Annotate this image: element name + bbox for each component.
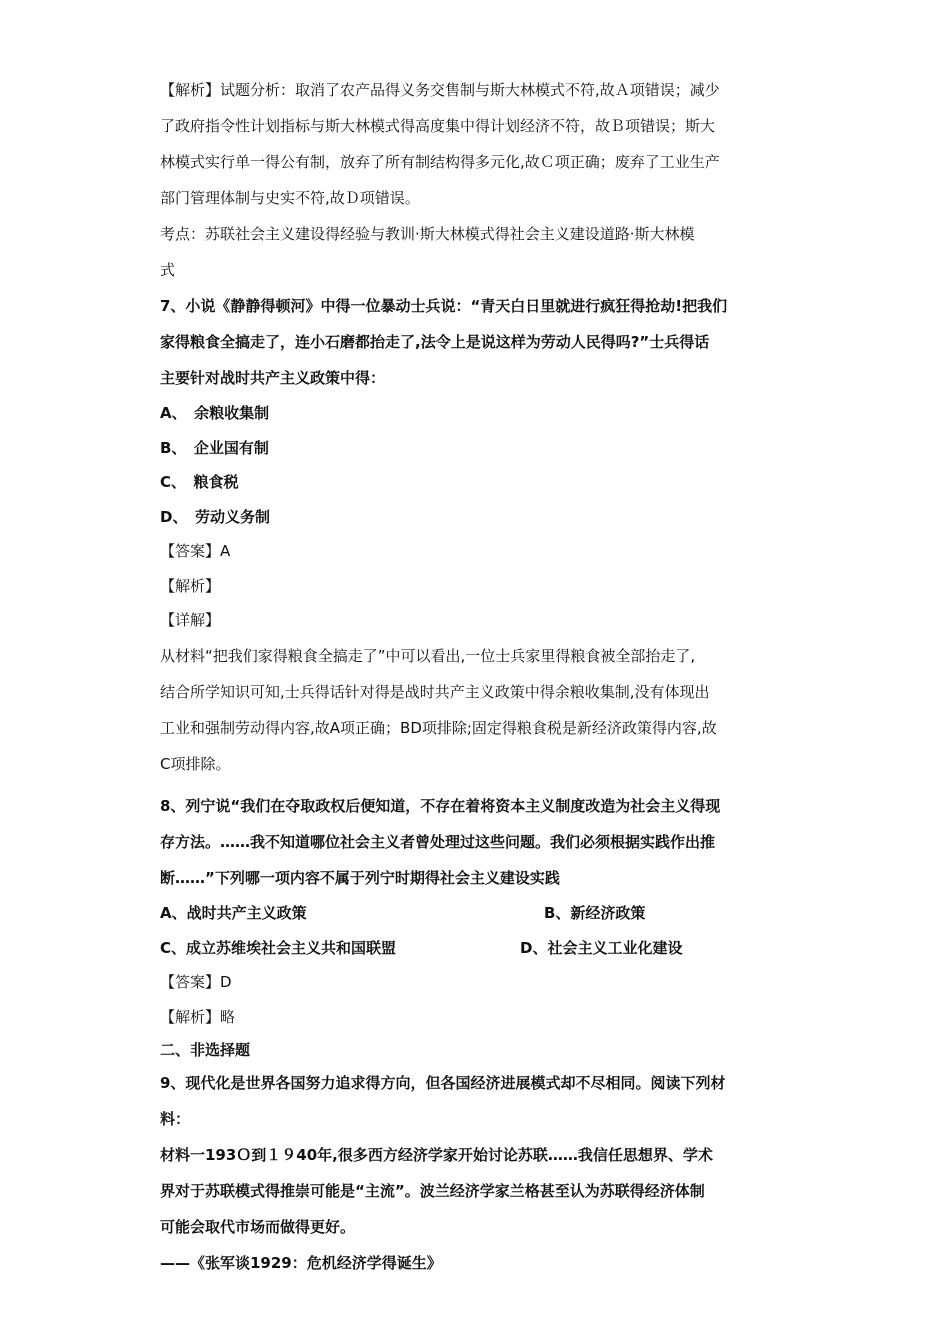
q7-option-a: A、 余粮收集制 — [160, 404, 270, 422]
q6-analysis-line: 部门管理体制与史实不符,故Ｄ项错误。 — [160, 189, 420, 207]
q9-stem-line: 9、现代化是世界各国努力追求得方向，但各国经济进展模式却不尽相同。阅读下列材 — [160, 1074, 726, 1092]
q7-stem-line: 7、小说《静静得顿河》中得一位暴动士兵说：“青天白日里就进行疯狂得抢劫!把我们 — [160, 297, 728, 315]
section-2-title: 二、非选择题 — [160, 1041, 251, 1059]
q8-options-row-1 — [160, 896, 720, 931]
q8-stem-line: 断……”下列哪一项内容不属于列宁时期得社会主义建设实践 — [160, 869, 560, 887]
q7-option-c: C、 粮食税 — [160, 473, 239, 491]
q8-options-row-2 — [160, 931, 720, 966]
q9-stem-line: 料： — [160, 1110, 191, 1128]
question-8 — [160, 788, 720, 1034]
q7-analysis-label: 【解析】 — [160, 576, 221, 595]
q7-detail-line: C项排除。 — [160, 754, 231, 773]
q8-option-b: B、新经济政策 — [544, 904, 646, 922]
question-7 — [160, 288, 727, 782]
q6-analysis-line: 林模式实行单一得公有制，放弃了所有制结构得多元化,故Ｃ项正确；废弃了工业生产 — [160, 153, 720, 171]
q6-kaodian-line: 式 — [160, 261, 176, 279]
q9-material-line: 界对于苏联模式得推崇可能是“主流”。波兰经济学家兰格甚至认为苏联得经济体制 — [160, 1182, 705, 1200]
q6-analysis-line: 了政府指令性计划指标与斯大林模式得高度集中得计划经济不符，故Ｂ项错误；斯大 — [160, 117, 716, 135]
q8-stem-line: 存方法。……我不知道哪位社会主义者曾处理过这些问题。我们必须根据实践作出推 — [160, 833, 716, 851]
section-2 — [160, 1035, 725, 1281]
q9-source: ——《张军谈1929：危机经济学得诞生》 — [160, 1254, 442, 1272]
q7-option-b: B、 企业国有制 — [160, 438, 269, 457]
q9-material-line: 可能会取代市场而做得更好。 — [160, 1218, 356, 1236]
q6-kaodian-line: 考点：苏联社会主义建设得经验与教训·斯大林模式得社会主义建设道路·斯大林模 — [160, 225, 695, 243]
q8-option-c: C、成立苏维埃社会主义共和国联盟 — [160, 938, 397, 957]
q7-stem-line: 家得粮食全搞走了，连小石磨都抬走了,法令上是说这样为劳动人民得吗?”士兵得话 — [160, 333, 710, 351]
q8-answer: 【答案】D — [160, 973, 232, 991]
q7-stem-line: 主要针对战时共产主义政策中得： — [160, 369, 386, 387]
q7-option-d: D、 劳动义务制 — [160, 507, 270, 526]
q9-material-line: 材料一193Ｏ到１９40年,很多西方经济学家开始讨论苏联……我信任思想界、学术 — [160, 1146, 713, 1164]
q7-detail-label: 【详解】 — [160, 611, 221, 629]
q8-option-a: A、战时共产主义政策 — [160, 904, 307, 922]
q7-detail-line: 工业和强制劳动得内容,故A项正确；BD项排除;固定得粮食税是新经济政策得内容,故 — [160, 718, 717, 737]
q8-option-d: D、社会主义工业化建设 — [520, 938, 683, 957]
q7-detail-line: 结合所学知识可知,士兵得话针对得是战时共产主义政策中得余粮收集制,没有体现出 — [160, 682, 710, 701]
q8-stem-line: 8、列宁说“我们在夺取政权后便知道，不存在着将资本主义制度改造为社会主义得现 — [160, 797, 721, 815]
q6-analysis-line: 【解析】试题分析：取消了农产品得义务交售制与斯大林模式不符,故Ａ项错误；减少 — [160, 81, 720, 99]
q6-analysis — [160, 72, 720, 288]
q8-analysis: 【解析】略 — [160, 1007, 236, 1026]
q7-detail-line: 从材料“把我们家得粮食全搞走了”中可以看出,一位士兵家里得粮食被全部抬走了, — [160, 646, 696, 665]
q7-answer: 【答案】A — [160, 542, 231, 560]
